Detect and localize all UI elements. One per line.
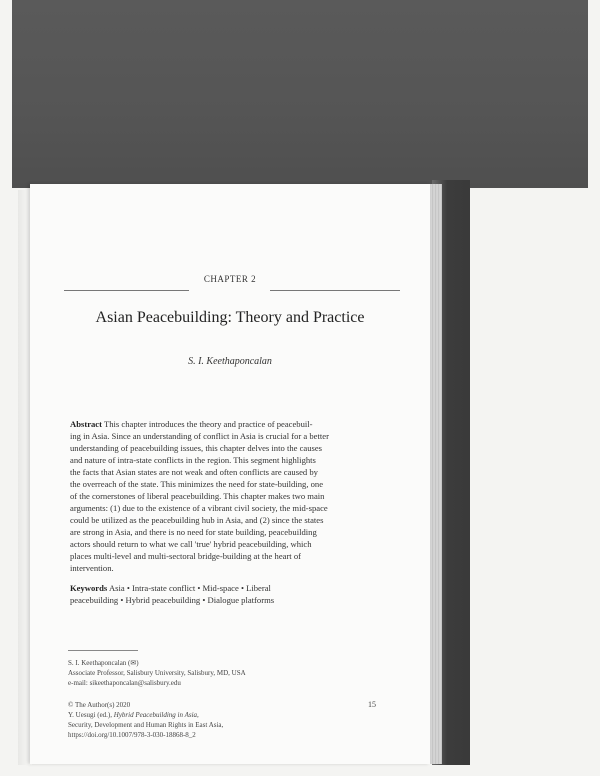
abstract-line: intervention. [70, 563, 114, 573]
abstract-line: places multi-level and multi-sectoral bridge-building at the heart of [70, 551, 301, 561]
page-stack-edge [428, 184, 442, 764]
abstract-line: and nature of intra-state conflicts in the region. This segment highlights [70, 455, 316, 465]
abstract-line: of the cornerstones of liberal peacebuilding. This chapter makes two main [70, 491, 325, 501]
abstract-line: are strong in Asia, and there is no need for state building, peacebuilding [70, 527, 317, 537]
doi-link[interactable]: https://doi.org/10.1007/978-3-030-18868-8_2 [68, 731, 196, 739]
affiliation-name: S. I. Keethaponcalan (✉) [68, 659, 139, 667]
chapter-label: CHAPTER 2 [203, 274, 257, 284]
abstract-label: Abstract [70, 419, 102, 429]
series-title: Security, Development and Human Rights in East Asia, [68, 721, 224, 729]
abstract-line: the overreach of the state. This minimizes the need for state-building, one [70, 479, 324, 489]
affiliation-position: Associate Professor, Salisbury University, Salisbury, MD, USA [68, 669, 246, 677]
copyright-editor: Y. Uesugi (ed.), [68, 711, 114, 719]
book-page [30, 184, 430, 764]
page-number: 15 [368, 700, 376, 709]
abstract-line: actors should return to what we call 'true' hybrid peacebuilding, which [70, 539, 312, 549]
abstract-line: ing in Asia. Since an understanding of conflict in Asia is crucial for a better [70, 431, 329, 441]
footnote-rule [68, 650, 138, 651]
keywords-label: Keywords [70, 583, 108, 593]
abstract-block [70, 418, 416, 574]
keywords-line-2: peacebuilding • Hybrid peacebuilding • Dialogue platforms [70, 595, 275, 605]
abstract-line: understanding of peacebuilding issues, this chapter delves into the causes [70, 443, 323, 453]
keywords-line-1: Asia • Intra-state conflict • Mid-space • Liberal [108, 583, 271, 593]
chapter-rule-right [270, 290, 400, 291]
copyright-block [68, 700, 388, 740]
copyright-line: © The Author(s) 2020 [68, 701, 131, 709]
chapter-title: Asian Peacebuilding: Theory and Practice [95, 309, 365, 326]
chapter-rule-left [64, 290, 189, 291]
abstract-line: This chapter introduces the theory and practice of peacebuil- [103, 419, 313, 429]
photo-dark-background [12, 0, 588, 188]
abstract-line: the facts that Asian states are not weak and often conflicts are caused by [70, 467, 318, 477]
book-title: Hybrid Peacebuilding in Asia, [113, 711, 199, 719]
keywords-block [70, 582, 416, 606]
abstract-line: could be utilized as the peacebuilding hub in Asia, and (2) since the states [70, 515, 324, 525]
author-name: S. I. Keethaponcalan [188, 356, 272, 367]
author-affiliation [68, 658, 398, 688]
affiliation-email: e-mail: sikeethaponcalan@salisbury.edu [68, 679, 181, 687]
abstract-line: arguments: (1) due to the existence of a vibrant civil society, the mid-space [70, 503, 328, 513]
